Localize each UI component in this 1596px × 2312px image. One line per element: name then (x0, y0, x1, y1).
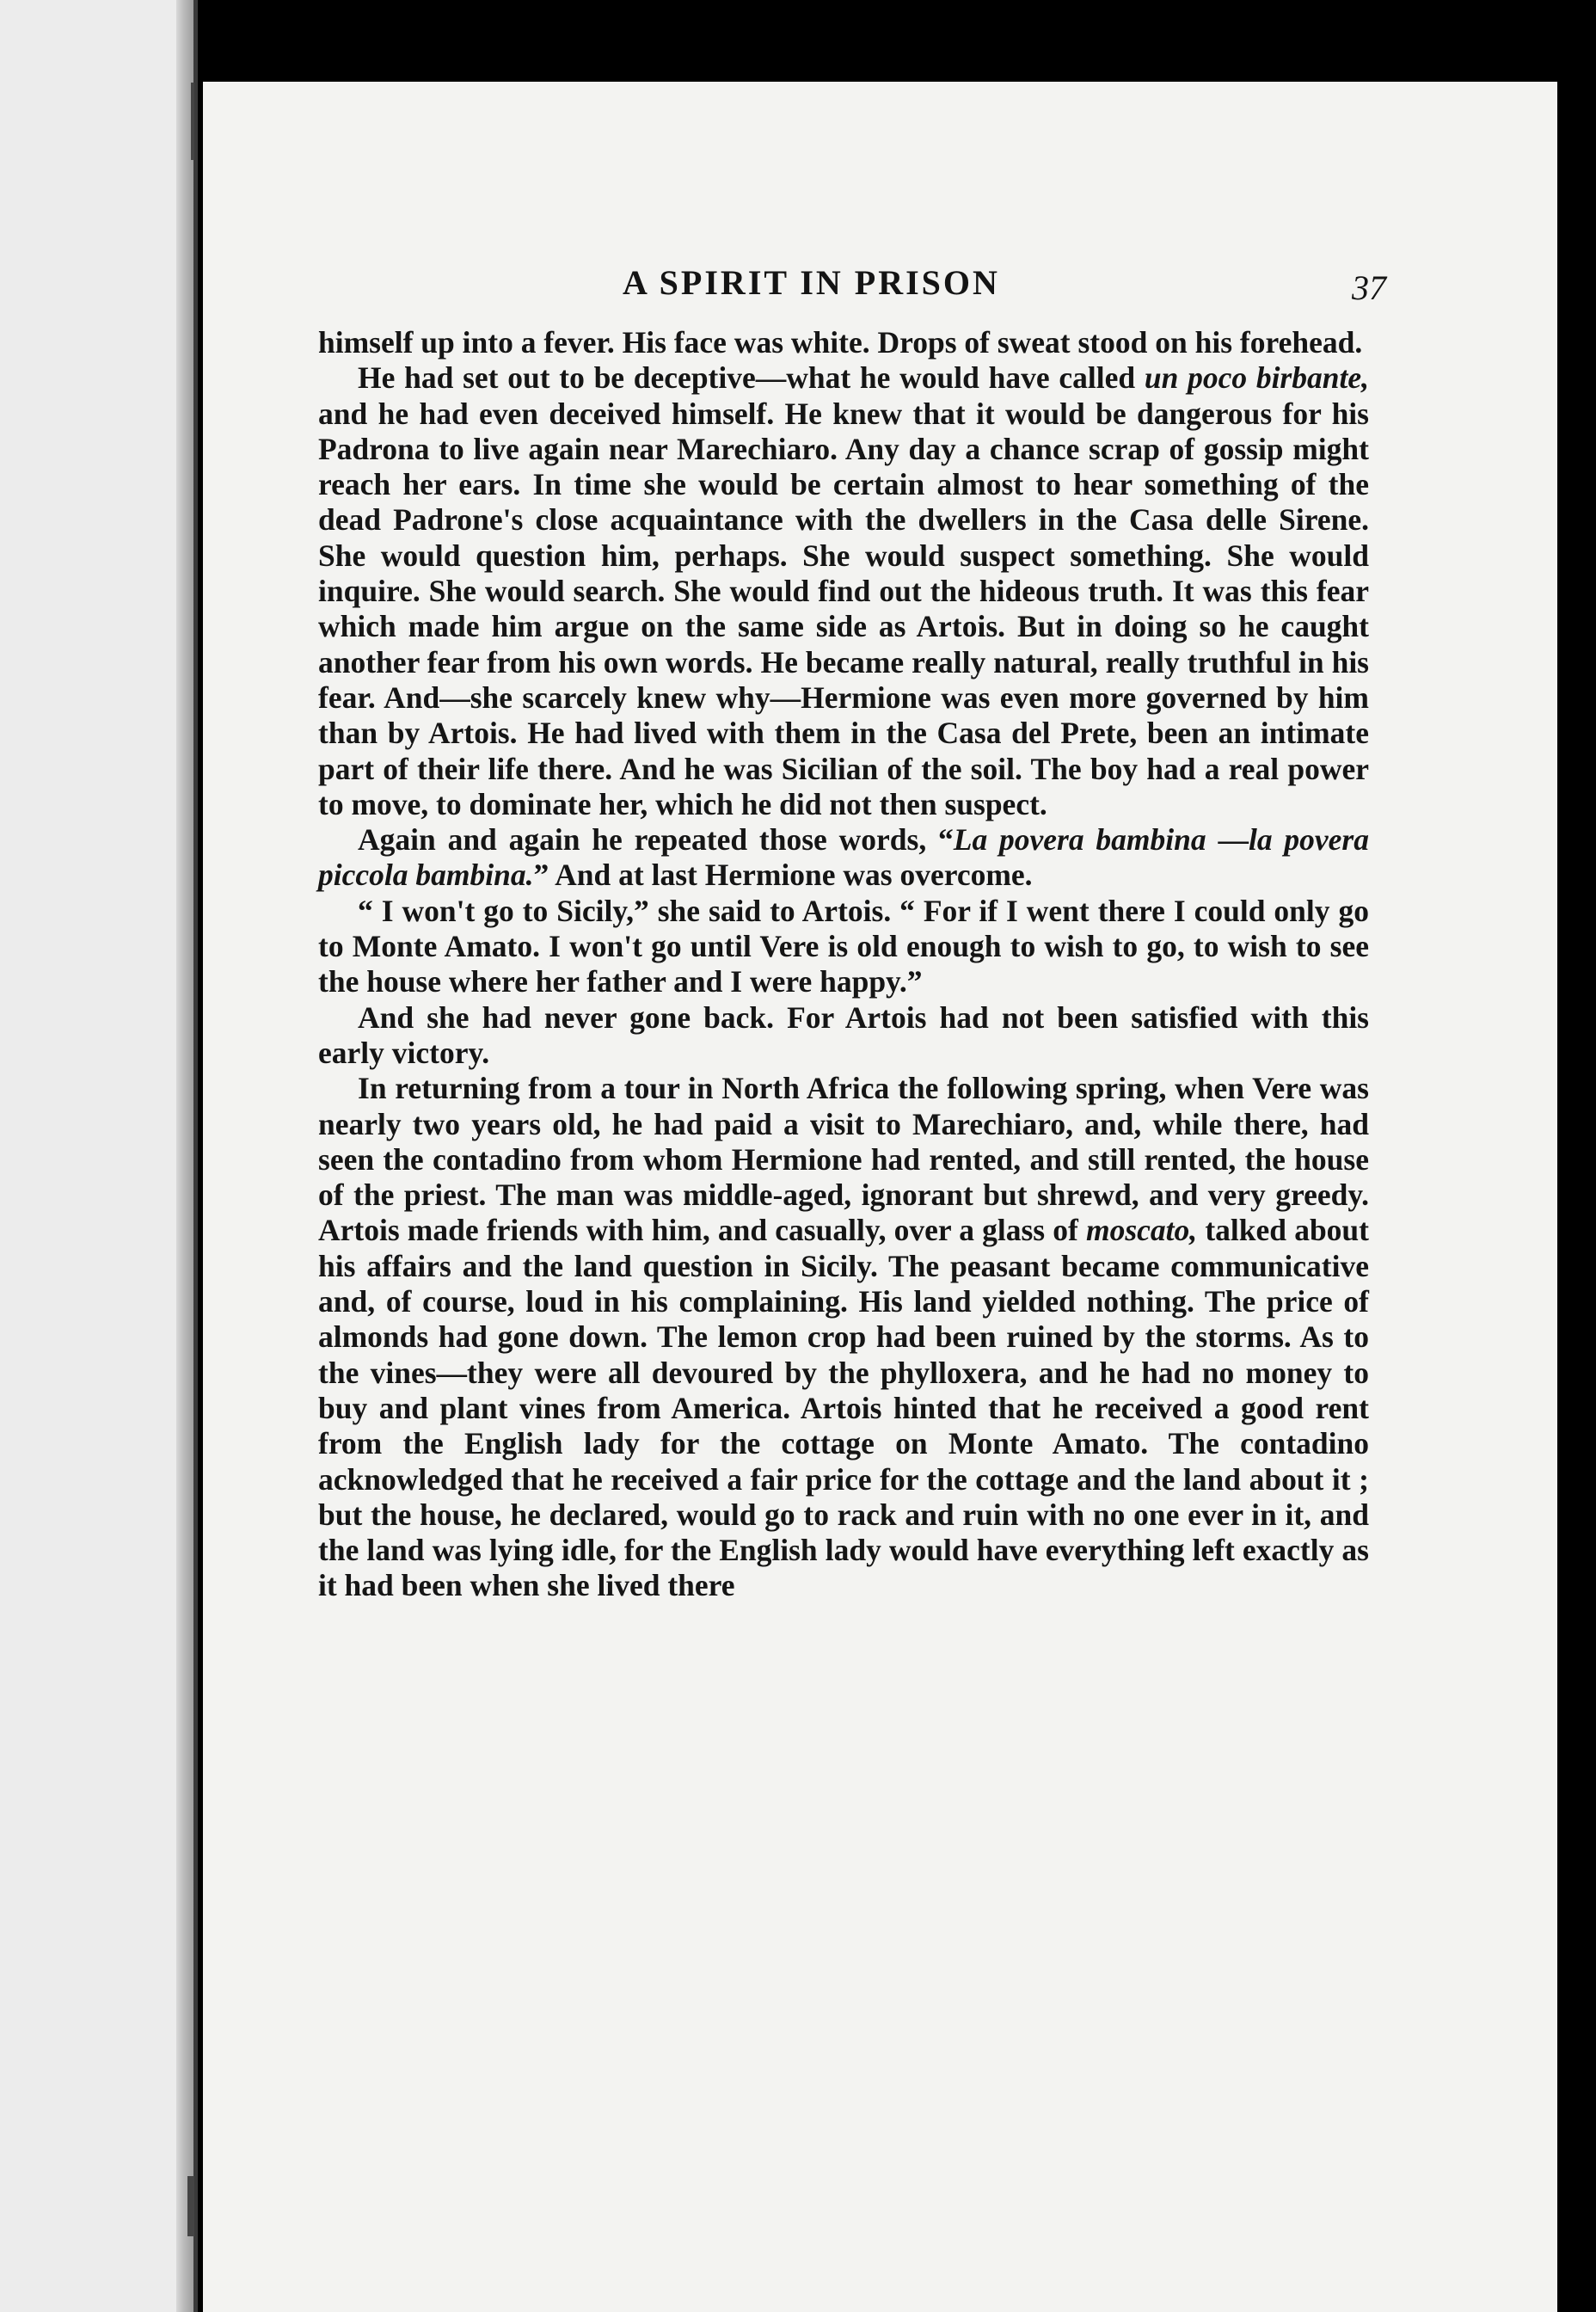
text-segment: In returning from a tour in North Africa the following spring, when Vere was nearly two years old, he had paid a visit to Marechiaro, and, while there, had seen the contadino from whom Hermione had rented, and still rented, the house of the priest. The man was middle-aged, ignorant but shrewd, and very greedy. Artois made friends with him, and casually, over a glass of (318, 1071, 1369, 1248)
text-segment: talked about his affairs and the land question in Sicily. The peasant became communicative and, of course, loud in his complaining. His land yielded nothing. The price of almonds had gone down. The lemon crop had been ruined by the storms. As to the vines—they were all devoured by the phylloxera, and he had no money to buy and plant vines from America. Artois hinted that he received a good rent from the English lady for the cottage on Monte Amato. The contadino acknowledged that he received a fair price for the cottage and the land about it ; but the house, he declared, would go to rack and ruin with no one ever in it, and the land was lying idle, for the English lady would have everything left exactly as it had been when she lived there (318, 1213, 1369, 1603)
italic-phrase: La povera bambina (953, 822, 1206, 858)
page-header (203, 262, 1557, 314)
paragraph-1 (318, 325, 1369, 360)
book-page (203, 82, 1557, 2312)
text-segment: himself up into a fever. His face was white. Drops of sweat stood on his forehead. (318, 325, 1363, 360)
running-title: A SPIRIT IN PRISON (623, 263, 1000, 302)
italic-phrase: moscato, (1086, 1213, 1198, 1248)
scan-artifact (191, 83, 194, 160)
body-text (318, 325, 1369, 1604)
text-segment: Again and again he repeated those words, “ (358, 822, 954, 858)
scan-artifact (187, 2176, 194, 2236)
paragraph-5 (318, 1000, 1369, 1072)
scan-border (1557, 0, 1596, 2312)
text-segment: ” And at last Hermione was overcome. (533, 858, 1033, 893)
italic-phrase: la povera piccola bambina. (318, 822, 1369, 893)
page-number: 37 (1352, 268, 1386, 307)
italic-phrase: un poco birbante, (1144, 360, 1369, 396)
text-segment: “ I won't go to Sicily,” she said to Artois. “ For if I went there I could only go to Monte Amato. I won't go until Vere is old enough to wish to go, to wish to see the house where her father and I were happy.” (318, 893, 1369, 999)
text-segment: He had set out to be deceptive—what he would have called (358, 360, 1145, 396)
paragraph-4 (318, 894, 1369, 1000)
page-fold-shadow (176, 0, 193, 2312)
text-segment: and he had even deceived himself. He knew that it would be dangerous for his Padrona to live again near Marechiaro. Any day a chance scrap of gossip might reach her ears. In time she would be certain almost to hear something of the dead Padrone's close acquaintance with the dwellers in the Casa delle Sirene. She would question him, perhaps. She would suspect something. She would inquire. She would search. She would find out the hideous truth. It was this fear which made him argue on the same side as Artois. But in doing so he caught another fear from his own words. He became really natural, really truthful in his fear. And—she scarcely knew why—Hermione was even more governed by him than by Artois. He had lived with them in the Casa del Prete, been an intimate part of their life there. And he was Sicilian of the soil. The boy had a real power to move, to dominate her, which he did not then suspect. (318, 396, 1369, 821)
paragraph-2 (318, 360, 1369, 822)
paragraph-6 (318, 1071, 1369, 1603)
adjacent-page-edge (0, 0, 198, 2312)
text-segment: — (1206, 822, 1249, 858)
paragraph-3 (318, 822, 1369, 894)
text-segment: And she had never gone back. For Artois had not been satisfied with this early victory. (318, 999, 1369, 1070)
